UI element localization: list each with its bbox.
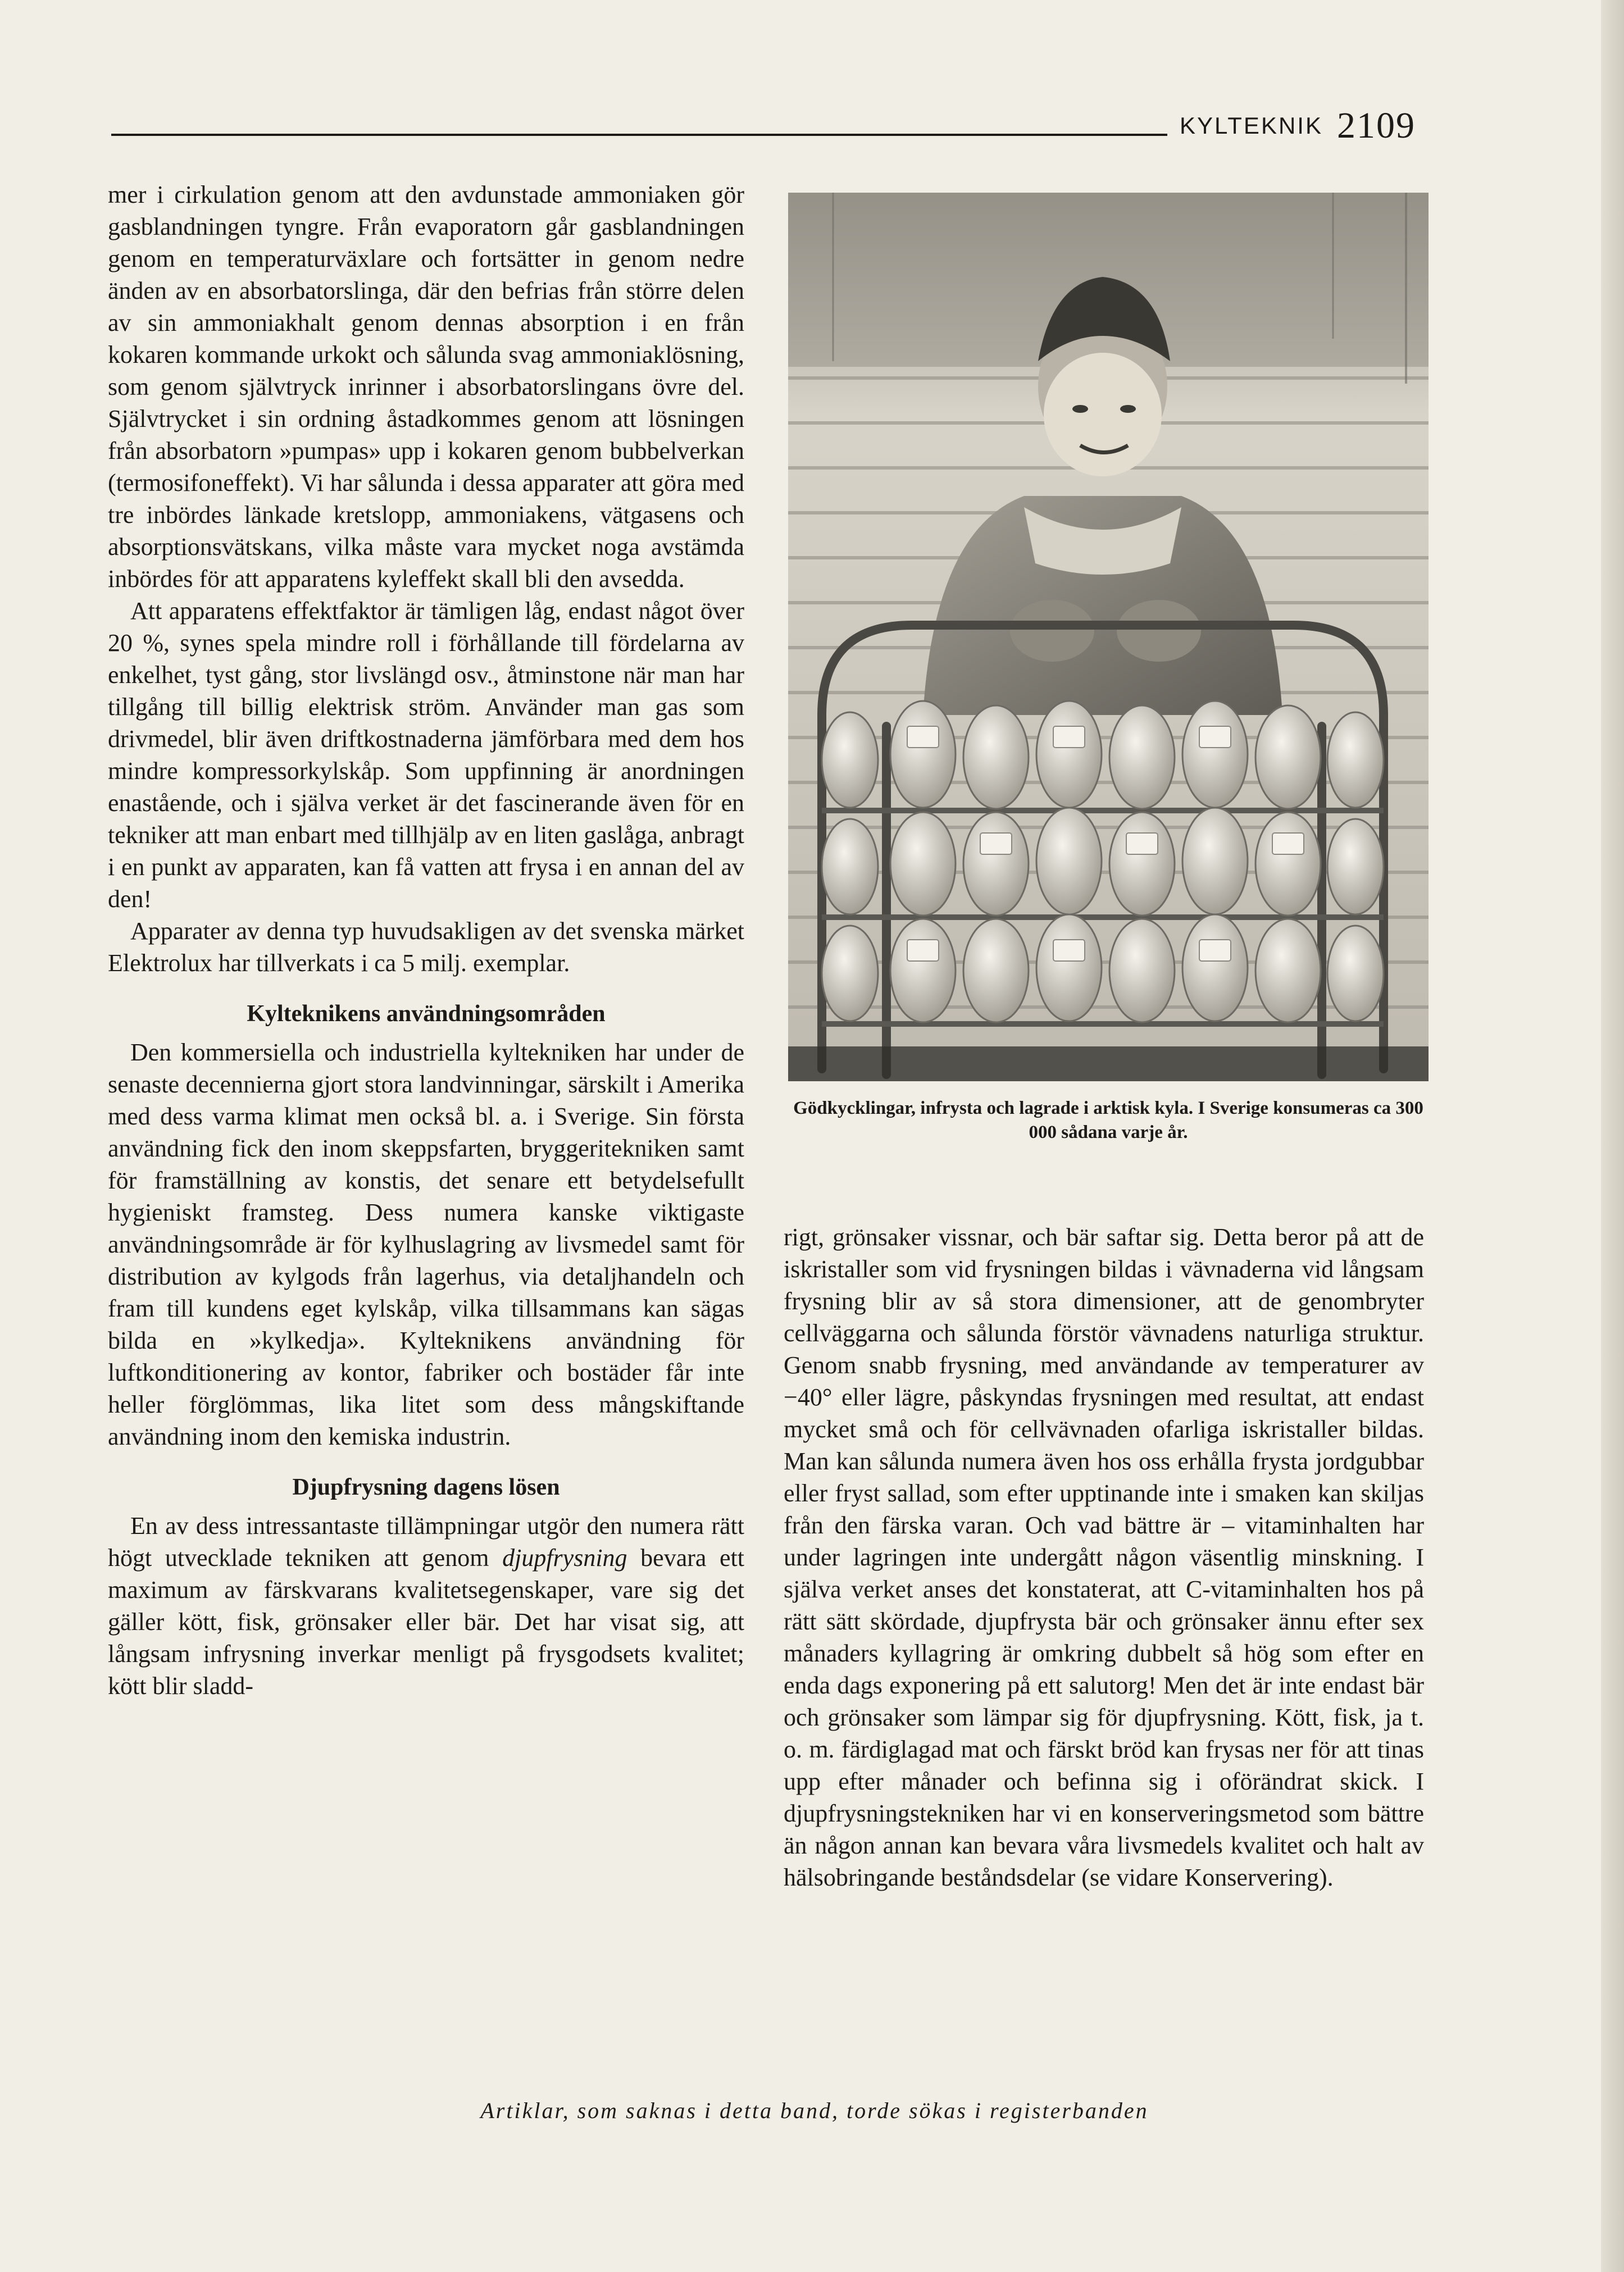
photograph-illustration [788,193,1429,1081]
body-paragraph: Apparater av denna typ huvudsakligen av det svenska märket Elektrolux har tillverkats i ca 5 milj. exemplar. [108,917,744,977]
right-column [784,1221,1424,1893]
body-text: bevara ett maximum av färskvarans kvalitetsegenskaper, vare sig det gäller kött, fisk, grönsaker eller bär. Det har visat sig, att långsam infrysning inverkar menligt på frysgodsets kvalitet; kött blir sladd- [108,1544,745,1700]
italic-term: djupfrysning [502,1544,627,1572]
body-paragraph [108,1510,744,1702]
left-column [108,179,744,1702]
body-paragraph: rigt, grönsaker vissnar, och bär saftar sig. Detta beror på att de iskristaller som vid frysningen bildas i vävnaderna vid långsam frysning blir av så stora dimensioner, att de genombryter cellväggarna och sålunda förstör vävnadens naturliga struktur. Genom snabb frysning, med användande av temperaturer av −40° eller lägre, påskyndas frysningen med resultat, att endast mycket små och för cellvävnaden ofarliga iskristaller bildas. Man kan sålunda numera även hos oss erhålla frysta jordgubbar eller fryst sallad, som efter upptinande inte i smaken kan skiljas från den färska varan. Och vad bättre är – vitaminhalten har under lagringen inte undergått någon väsentlig minskning. I själva verket anses det konstaterat, att C-vitaminhalten hos på rätt sätt skördade, djupfrysta bär och grönsaker ännu efter sex månaders kyllagring är omkring dubbelt så hög som efter en enda dags exponering på ett salutorg! Men det är inte endast bär och grönsaker som lämpar sig för djupfrysning. Kött, fisk, ja t. o. m. färdiglagad mat och färskt bröd kan frysas ner för att tinas upp efter månader och befinna sig i oförändrat skick. I djupfrysningstekniken har vi en konserveringsmetod som bättre än någon annan kan bevara våra livsmedels kvalitet och halt av hälsobringande beståndsdelar (se vidare Konservering). [784,1223,1424,1891]
page-edge-shadow [1601,0,1624,2272]
section-heading: Kylteknikens användningsområden [247,1001,606,1027]
footer-note: Artiklar, som saknas i detta band, torde sökas i registerbanden [480,2098,1149,2123]
body-text: En av dess intressantaste tillämpningar utgör den numera rätt högt utvecklade tekniken att genom [108,1512,744,1572]
body-paragraph: Den kommersiella och industriella kyltekniken har under de senaste decennierna gjort stora landvinningar, särskilt i Amerika med dess varma klimat men också bl. a. i Sverige. Sin första användning fick den inom skeppsfarten, bryggeritekniken samt för framställning av konstis, det senare ett betydelsefullt hygieniskt framsteg. Dess numera kanske viktigaste användningsområde är för kylhuslagring av livsmedel samt för distribution av kylgods från lagerhus, via detaljhandeln och fram till kundens eget kylskåp, vilka tillsammans kan sägas bilda en »kylkedja». Kylteknikens användning för luftkonditionering av kontor, fabriker och bostäder får inte heller förglömmas, lika litet som dess mångskiftande användning inom den kemiska industrin. [108,1039,744,1450]
body-paragraph: Att apparatens effektfaktor är tämligen låg, endast något över 20 %, synes spela mindre roll i förhållande till fördelarna av enkelhet, tyst gång, stor livslängd osv., åtminstone när man har tillgång till billig elektrisk ström. Använder man gas som drivmedel, blir även driftkostnaderna jämförbara med dem hos mindre kompressorkylskåp. Som uppfinning är anordningen enastående, och i själva verket är det fascinerande även för en tekniker att man enbart med tillhjälp av en liten gaslåga, anbragt i en punkt av apparaten, kan få vatten att frysa i en annan del av den! [108,597,744,913]
header-rule [111,134,1167,136]
page-number: 2109 [1337,105,1416,146]
photo-caption: Gödkycklingar, infrysta och lagrade i arktisk kyla. I Sverige konsumeras ca 300 000 sådana varje år. [793,1098,1423,1142]
photograph-man-with-frozen-chickens [788,193,1429,1081]
section-heading: Djupfrysning dagens lösen [292,1474,560,1500]
running-head: KYLTEKNIK [1180,112,1323,139]
body-paragraph: mer i cirkulation genom att den avdunstade ammoniaken gör gasblandningen tyngre. Från evaporatorn går gasblandningen genom en temperaturväxlare och fortsätter in genom nedre änden av en absorbatorslinga, där den befrias från större delen av sin ammoniakhalt genom dennas absorption i en från kokaren kommande urkokt och sålunda svag ammoniaklösning, som genom självtryck inrinner i absorbatorslingans övre del. Självtrycket i sin ordning åstadkommes genom att lösningen från absorbatorn »pumpas» upp i kokaren genom bubbelverkan (termosifoneffekt). Vi har sålunda i dessa apparater att göra med tre inbördes länkade kretslopp, ammoniakens, vätgasens och absorptionsvätskans, vilka måste vara mycket noga avstämda inbördes för att apparatens kyleffekt skall bli den avsedda. [108,181,744,593]
